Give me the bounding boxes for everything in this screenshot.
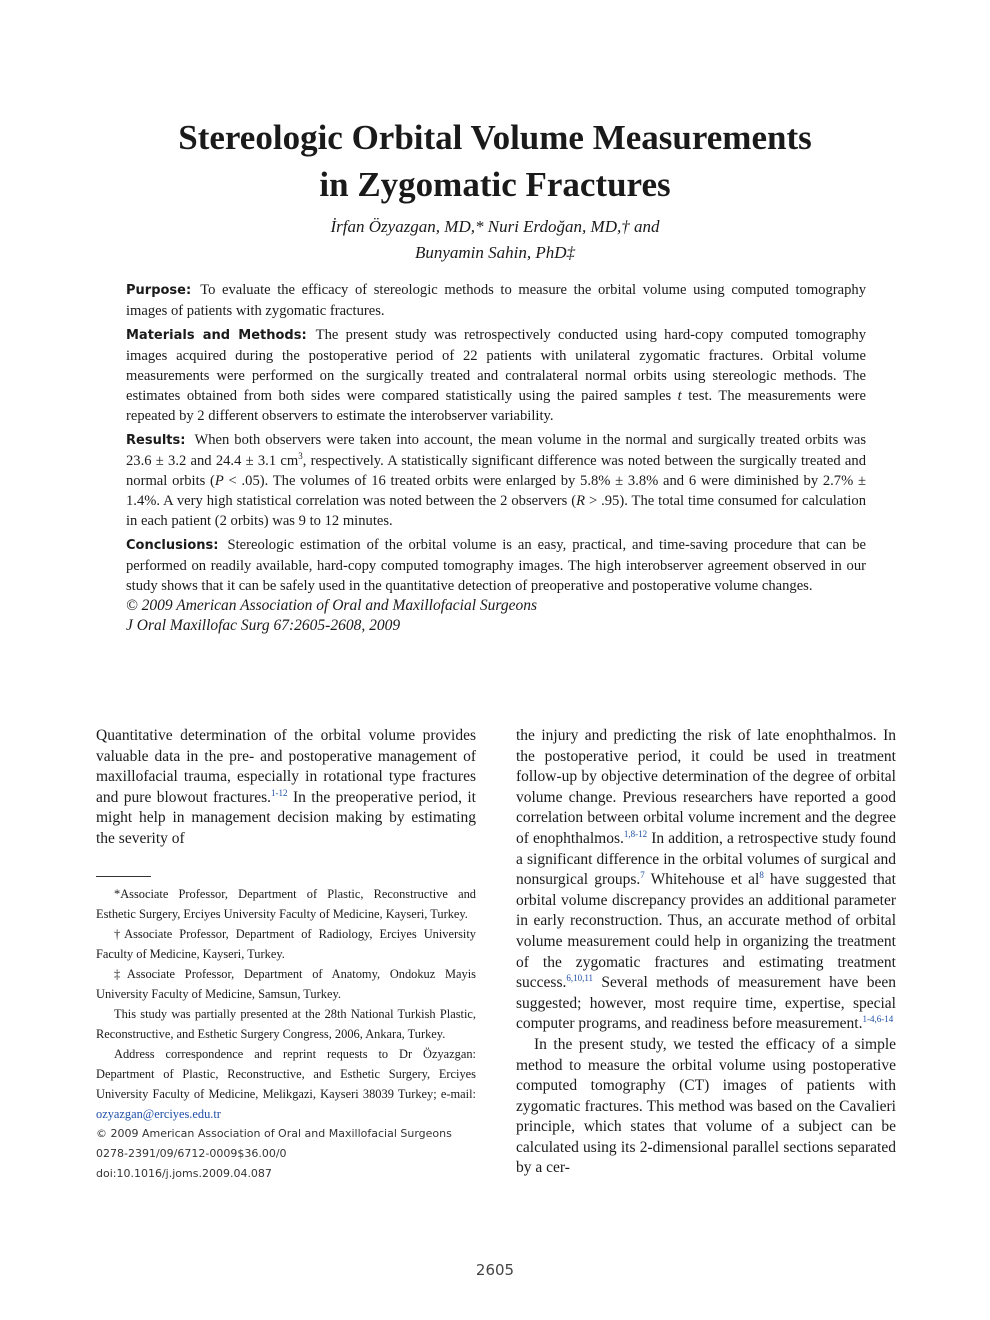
body-text: Several methods of measurement have been suggested; however, most require time, expertise, special computer programs, and readiness before measurement. [516, 974, 896, 1033]
footnote-divider [96, 876, 151, 877]
body-text: Whitehouse et al [644, 871, 760, 889]
body-column-left [96, 726, 476, 850]
results-superscript: 3 [298, 451, 303, 461]
journal-citation: J Oral Maxillofac Surg 67:2605-2608, 2009 [126, 617, 401, 634]
methods-t-symbol: t [677, 388, 682, 404]
citation-ref[interactable]: 1-4,6-14 [862, 1014, 894, 1025]
email-link[interactable]: ozyazgan@erciyes.edu.tr [96, 1107, 221, 1121]
results-p-symbol: P [214, 473, 224, 489]
footnote-affiliation-2: †Associate Professor, Department of Radiology, Erciyes University Faculty of Medicine, Kayseri, Turkey. [96, 927, 476, 961]
results-text-b: , respectively. A statistically significant difference was noted between the surgically treated and normal orbits ( [126, 453, 866, 489]
conclusions-text: Stereologic estimation of the orbital volume is an easy, practical, and time-saving procedure that can be performed on readily available, hard-copy computed tomography images. The high interobserver agreement observed in our study shows that it can be safely used in the quantitative detection of preoperative and postoperative volume changes. [126, 537, 866, 594]
title-line-1: Stereologic Orbital Volume Measurements [178, 118, 812, 157]
body-text: have suggested that orbital volume discrepancy provides an additional parameter in early reconstruction. Thus, an accurate method of orbital volume measurement could help in organizing the treatment of the zygomatic fractures and estimating treatment success. [516, 871, 896, 992]
abstract-results [126, 430, 866, 531]
conclusions-label: Conclusions: [126, 538, 219, 553]
abstract-methods [126, 325, 866, 426]
footnote-issn: 0278-2391/09/6712-0009$36.00/0 [96, 1147, 287, 1160]
results-text-d: > .95). The total time consumed for calculation in each patient (2 orbits) was 9 to 12 minutes. [126, 493, 866, 529]
correspondence-text: Address correspondence and reprint requests to Dr Özyazgan: Department of Plastic, Reconstructive, and Esthetic Surgery, Erciyes University Faculty of Medicine, Melikgazi, Kayseri 38039 Turkey; e-mail: [96, 1047, 476, 1101]
body-text: In addition, a retrospective study found a significant difference in the orbital volumes of surgical and nonsurgical groups. [516, 829, 896, 889]
citation-ref[interactable]: 7 [640, 870, 645, 881]
citation-ref[interactable]: 1-12 [271, 787, 288, 798]
author-list [95, 214, 895, 266]
citation-ref[interactable]: 6,10,11 [566, 973, 594, 984]
citation-ref[interactable]: 1,8-12 [623, 828, 648, 839]
body-column-right [516, 726, 896, 1179]
results-r-symbol: R [576, 493, 585, 509]
purpose-text: To evaluate the efficacy of stereologic methods to measure the orbital volume using computed tomography images of patients with zygomatic fractures. [126, 282, 866, 319]
authors-line-2: Bunyamin Sahin, PhD‡ [414, 243, 576, 262]
results-label: Results: [126, 433, 186, 448]
body-text: the injury and predicting the risk of late enophthalmos. In the postoperative period, it could be used in treatment follow-up by objective determination of the degree of orbital volume change. Previous researchers have reported a good correlation between orbital volume increment and the degree of enophthalmos. [516, 727, 896, 847]
article-title [95, 114, 895, 208]
abstract-purpose [126, 280, 866, 321]
abstract-conclusions [126, 535, 866, 596]
body-text: Quantitative determination of the orbital volume provides valuable data in the pre- and postoperative management of maxillofacial trauma, especially in rotational type fractures and pure blowout fractures. [96, 727, 476, 806]
body-paragraph [516, 726, 896, 1035]
footnote-copyright: © 2009 American Association of Oral and Maxillofacial Surgeons [96, 1127, 452, 1140]
abstract [126, 280, 866, 636]
methods-label: Materials and Methods: [126, 328, 307, 343]
abstract-copyright: © 2009 American Association of Oral and Maxillofacial Surgeons [126, 597, 538, 614]
footnote-presentation: This study was partially presented at the 28th National Turkish Plastic, Reconstructive, and Esthetic Surgery Congress, 2006, Ankara, Turkey. [96, 1007, 476, 1041]
results-text-c: < .05). The volumes of 16 treated orbits were enlarged by 5.8% ± 3.8% and 6 were diminished by 2.7% ± 1.4%. A very high statistical correlation was noted between the 2 observers ( [126, 473, 866, 509]
body-paragraph: In the present study, we tested the efficacy of a simple method to measure the orbital volume using postoperative computed tomography (CT) images of patients with zygomatic fractures. This method was based on the Cavalieri principle, which states that volume of a subject can be calculated using its 2-dimensional parallel sections separated by a cer- [516, 1035, 896, 1177]
footnote-correspondence [96, 1044, 476, 1124]
page-number: 2605 [475, 1261, 515, 1279]
purpose-label: Purpose: [126, 283, 192, 298]
authors-line-1: İrfan Özyazgan, MD,* Nuri Erdoğan, MD,† and [330, 217, 660, 236]
results-text-a: When both observers were taken into account, the mean volume in the normal and surgically treated orbits was 23.6 ± 3.2 and 24.4 ± 3.1 cm [126, 432, 866, 469]
methods-text-a: The present study was retrospectively conducted using hard-copy computed tomography images acquired during the postoperative period of 22 patients with unilateral zygomatic fractures. Orbital volume measurements were performed on the surgically treated and contralateral normal orbits using stereologic methods. The estimates obtained from both sides were compared statistically using the paired samples [126, 327, 867, 404]
citation-ref[interactable]: 8 [759, 870, 764, 881]
body-text: In the preoperative period, it might help in management decision making by estimating the severity of [96, 788, 476, 847]
footnote-affiliation-1: *Associate Professor, Department of Plastic, Reconstructive and Esthetic Surgery, Erciyes University Faculty of Medicine, Kayseri, Turkey. [96, 887, 476, 921]
body-paragraph [96, 726, 476, 850]
title-line-2: in Zygomatic Fractures [319, 165, 671, 204]
footnote-doi: doi:10.1016/j.joms.2009.04.087 [96, 1167, 272, 1180]
methods-text-b: test. The measurements were repeated by 2 different observers to estimate the interobserver variability. [126, 388, 866, 424]
footnote-affiliation-3: ‡Associate Professor, Department of Anatomy, Ondokuz Mayis University Faculty of Medicine, Samsun, Turkey. [96, 967, 476, 1001]
footnotes [96, 884, 476, 1184]
